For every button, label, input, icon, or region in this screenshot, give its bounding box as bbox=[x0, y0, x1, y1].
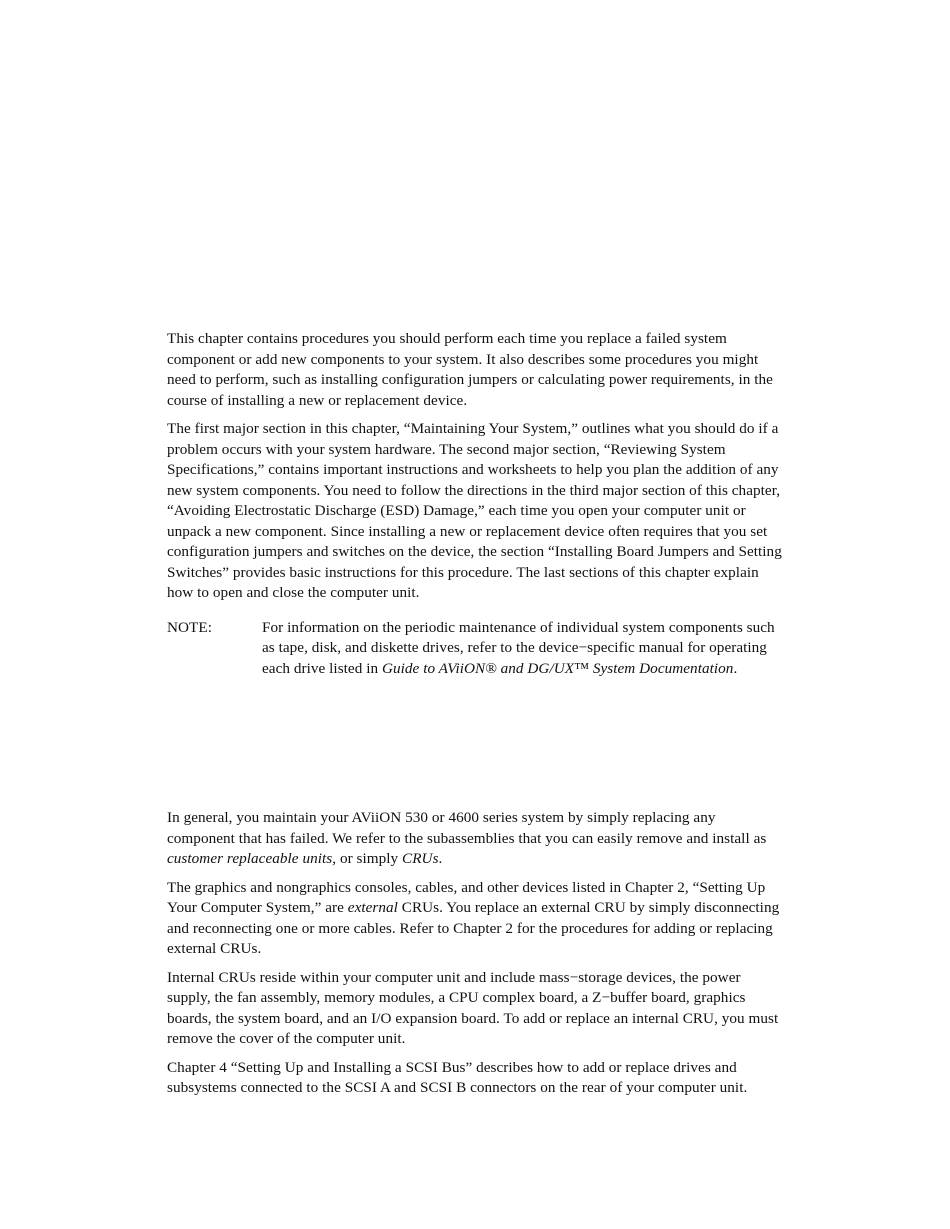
maintaining-p1-mid: or simply bbox=[336, 850, 403, 867]
maintaining-p1-abbr: CRUs bbox=[402, 850, 439, 867]
maintaining-p1-term: customer replaceable units, bbox=[167, 850, 337, 867]
maintaining-paragraph-1 bbox=[167, 808, 785, 870]
maintaining-system-section bbox=[167, 808, 785, 1107]
note-text-after: . bbox=[733, 659, 738, 677]
note-block bbox=[167, 618, 785, 688]
intro-paragraph-2: The first major section in this chapter, “Maintaining Your System,” outlines what you should do if a problem occurs with your system hardware. The second major section, “Reviewing System Specifications,” contains important instructions and worksheets to help you plan the addition of any new system components. You need to follow the directions in the third major section of this chapter, “Avoiding Electrostatic Discharge (ESD) Damage,” each time you open your computer unit or unpack a new component. Since installing a new or replacement device often requires that you set configuration jumpers and switches on the device, the section “Installing Board Jumpers and Setting Switches” provides basic instructions for this procedure. The last sections of this chapter explain how to open and close the computer unit. bbox=[167, 420, 782, 601]
intro-paragraph-1: This chapter contains procedures you should perform each time you replace a failed system component or add new components to your system. It also describes some procedures you might need to perform, such as installing configuration jumpers or calculating power requirements, in the course of installing a new or replacement device. bbox=[167, 330, 773, 409]
maintaining-p1-after: . bbox=[438, 850, 443, 867]
note-text-before: For information on the periodic maintenance of individual system components such as tape, disk, and diskette drives, refer to the device−specific manual for operating each drive listed in bbox=[262, 618, 775, 677]
maintaining-p2-term: external bbox=[347, 899, 398, 916]
note-label: NOTE: bbox=[167, 618, 212, 636]
chapter-intro-section bbox=[167, 329, 785, 687]
note-text bbox=[262, 618, 785, 680]
maintaining-p1-before: In general, you maintain your AViiON 530 or 4600 series system by simply replacing any component that has failed. We refer to the subassemblies that you can easily remove and install as bbox=[167, 809, 767, 847]
maintaining-p2-after: CRUs. You replace an external CRU by simply disconnecting and reconnecting one or more cables. Refer to Chapter 2 for the procedures for adding or replacing external CRUs. bbox=[167, 899, 780, 957]
maintaining-p2-before: The graphics and nongraphics consoles, cables, and other devices listed in Chapter 2, “Setting Up Your Computer System,” are bbox=[167, 878, 766, 916]
note-reference-title: Guide to AViiON® and DG/UX™ System Documentation bbox=[381, 659, 734, 677]
maintaining-paragraph-2 bbox=[167, 878, 785, 960]
maintaining-paragraph-3: Internal CRUs reside within your computer unit and include mass−storage devices, the power supply, the fan assembly, memory modules, a CPU complex board, a Z−buffer board, graphics boards, the system board, and an I/O expansion board. To add or replace an internal CRU, you must remove the cover of the computer unit. bbox=[167, 968, 779, 1047]
maintaining-paragraph-4: Chapter 4 “Setting Up and Installing a SCSI Bus” describes how to add or replace drives and subsystems connected to the SCSI A and SCSI B connectors on the rear of your computer unit. bbox=[167, 1058, 748, 1096]
